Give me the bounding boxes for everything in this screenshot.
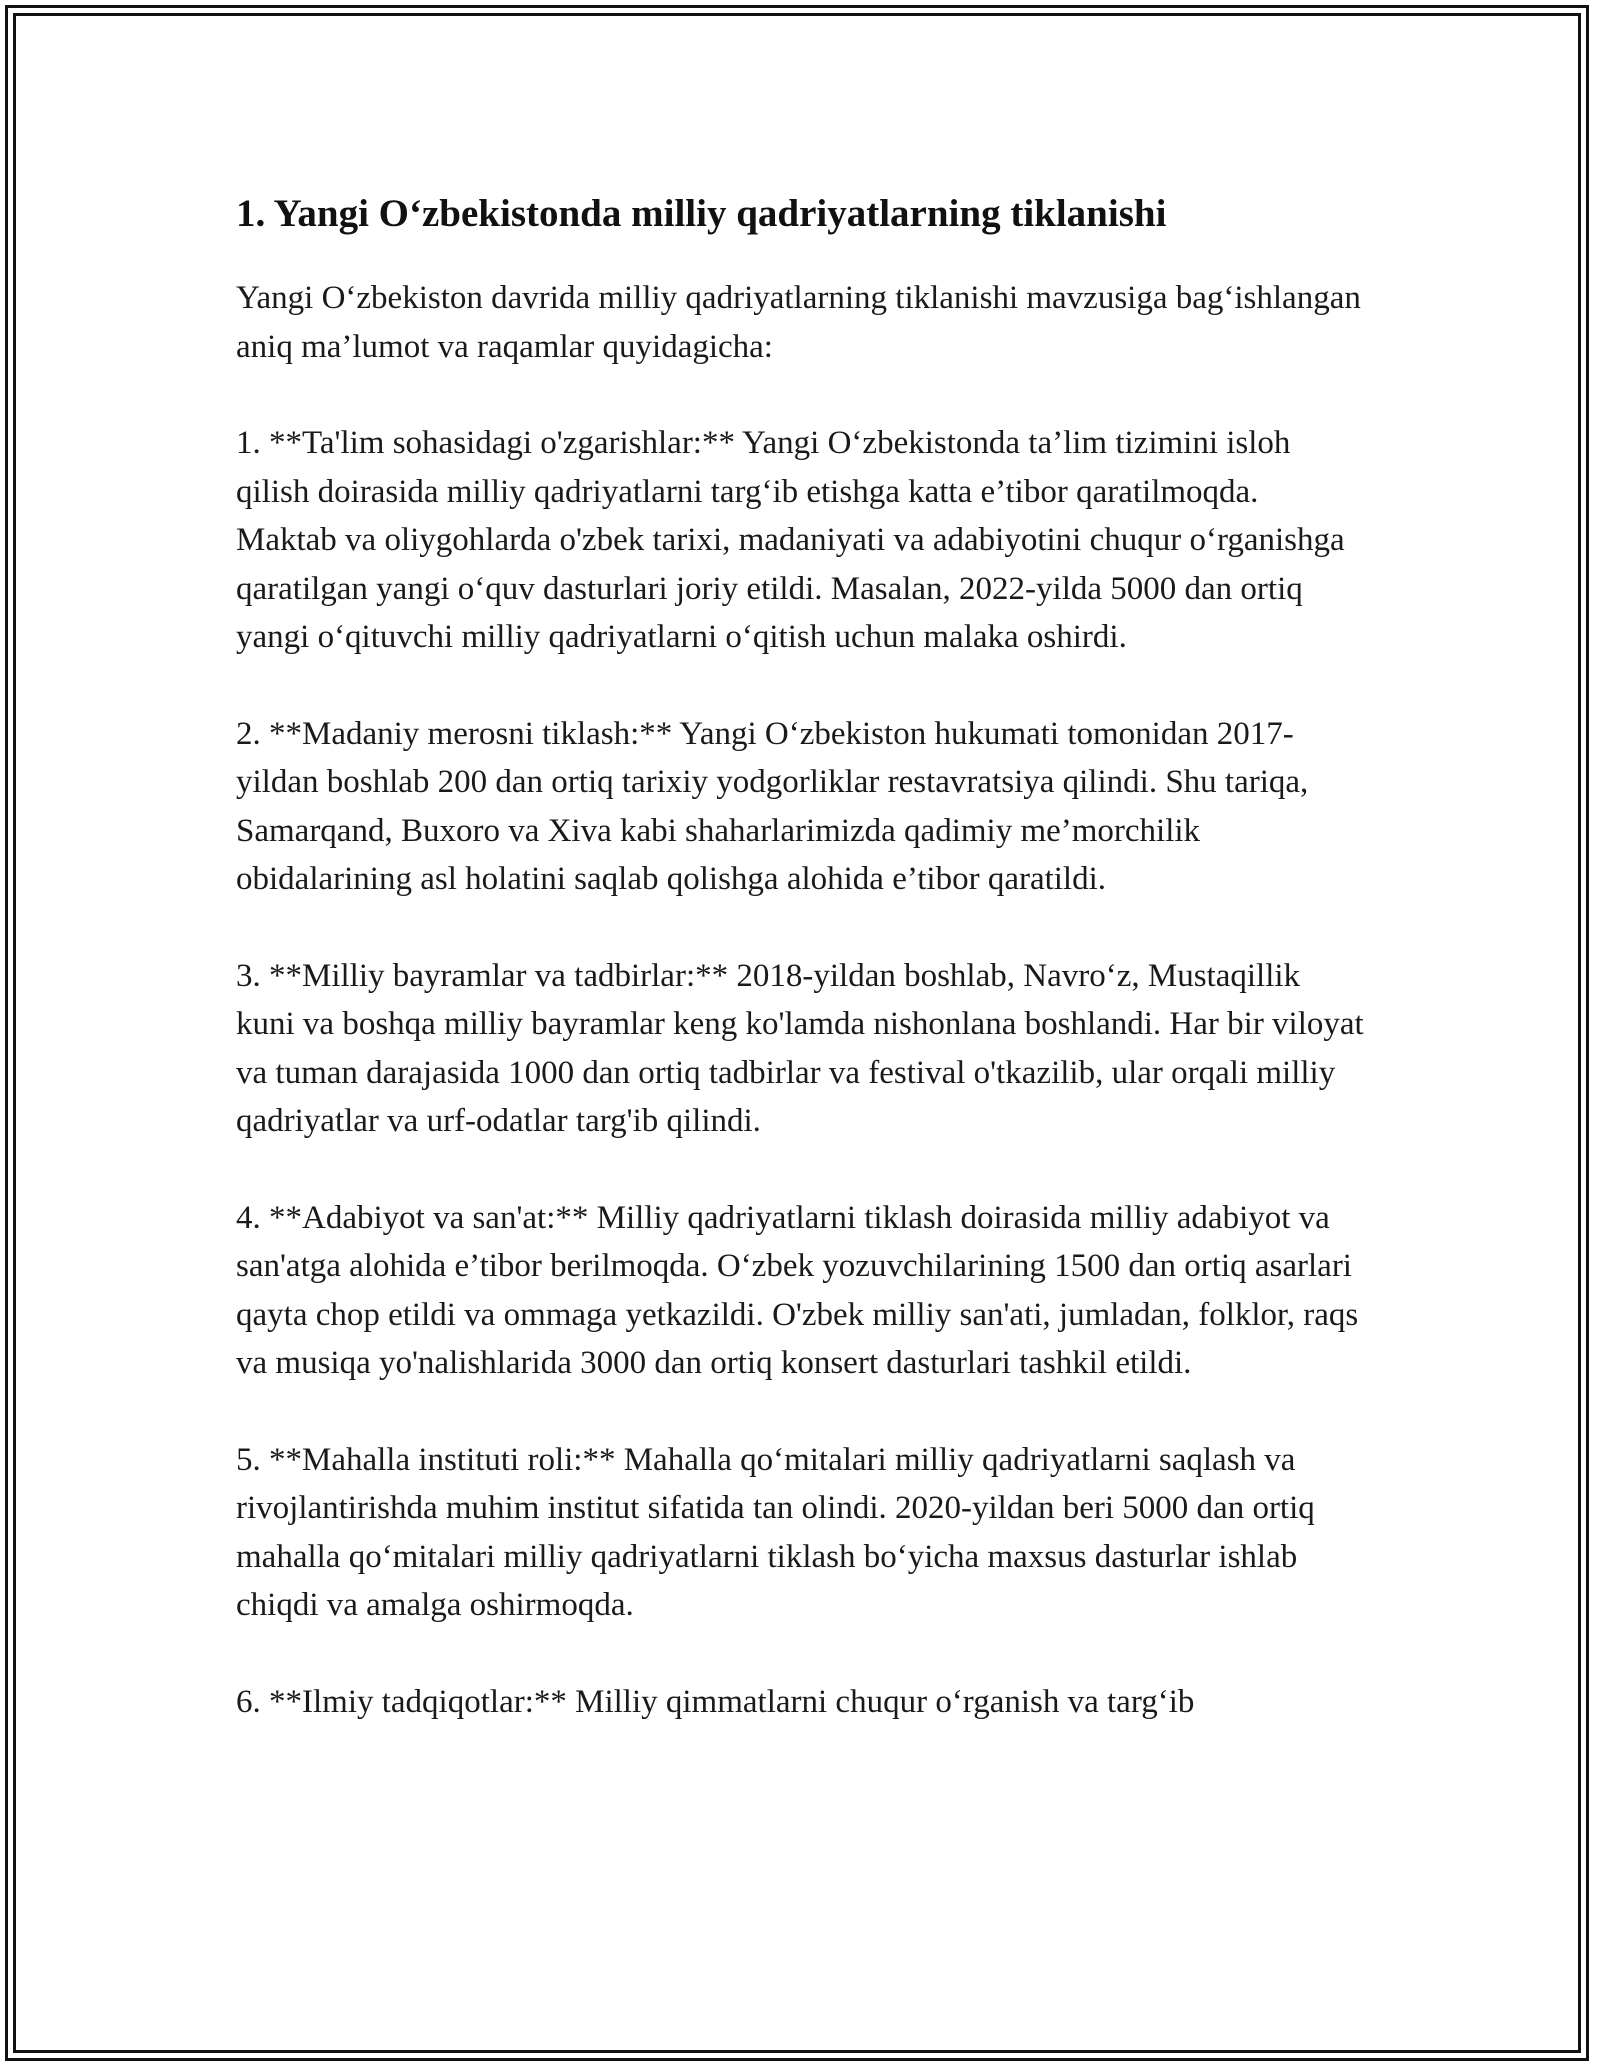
paragraph-education: 1. **Ta'lim sohasidagi o'zgarishlar:** Yangi O‘zbekistonda ta’lim tizimini isloh qilish doirasida milliy qadriyatlarni targ‘ib etishga katta e’tibor qaratilmoqda. Maktab va oliygohlarda o'zbek tarixi, madaniyati va adabiyotini chuqur o‘rganishga qaratilgan yangi o‘quv dasturlari joriy etildi. Masalan, 2022-yilda 5000 dan ortiq yangi o‘qituvchi milliy qadriyatlarni o‘qitish uchun malaka oshirdi. bbox=[236, 425, 1345, 655]
paragraph-scientific-research: 6. **Ilmiy tadqiqotlar:** Milliy qimmatlarni chuqur o‘rganish va targ‘ib bbox=[236, 1683, 1195, 1720]
document-title: 1. Yangi O‘zbekistonda milliy qadriyatlarning tiklanishi bbox=[236, 192, 1167, 235]
paragraph-mahalla-institute: 5. **Mahalla instituti roli:** Mahalla qo‘mitalari milliy qadriyatlarni saqlash va rivojlantirishda muhim institut sifatida tan olindi. 2020-yildan beri 5000 dan ortiq mahalla qo‘mitalari milliy qadriyatlarni tiklash bo‘yicha maxsus dasturlar ishlab chiqdi va amalga oshirmoqda. bbox=[236, 1441, 1315, 1623]
paragraph-national-holidays: 3. **Milliy bayramlar va tadbirlar:** 2018-yildan boshlab, Navro‘z, Mustaqillik kuni va boshqa milliy bayramlar keng ko'lamda nishonlana boshlandi. Har bir viloyat va tuman darajasida 1000 dan ortiq tadbirlar va festival o'tkazilib, ular orqali milliy qadriyatlar va urf-odatlar targ'ib qilindi. bbox=[236, 957, 1364, 1139]
paragraph-cultural-heritage: 2. **Madaniy merosni tiklash:** Yangi O‘zbekiston hukumati tomonidan 2017-yildan boshlab 200 dan ortiq tarixiy yodgorliklar restavratsiya qilindi. Shu tariqa, Samarqand, Buxoro va Xiva kabi shaharlarimizda qadimiy me’morchilik obidalarining asl holatini saqlab qolishga alohida e’tibor qaratildi. bbox=[236, 715, 1309, 897]
paragraph-literature-art: 4. **Adabiyot va san'at:** Milliy qadriyatlarni tiklash doirasida milliy adabiyot va san'atga alohida e’tibor berilmoqda. O‘zbek yozuvchilarining 1500 dan ortiq asarlari qayta chop etildi va ommaga yetkazildi. O'zbek milliy san'ati, jumladan, folklor, raqs va musiqa yo'nalishlarida 3000 dan ortiq konsert dasturlari tashkil etildi. bbox=[236, 1199, 1359, 1381]
document-body bbox=[236, 186, 1366, 1726]
intro-paragraph: Yangi O‘zbekiston davrida milliy qadriyatlarning tiklanishi mavzusiga bag‘ishlangan aniq ma’lumot va raqamlar quyidagicha: bbox=[236, 280, 1361, 365]
